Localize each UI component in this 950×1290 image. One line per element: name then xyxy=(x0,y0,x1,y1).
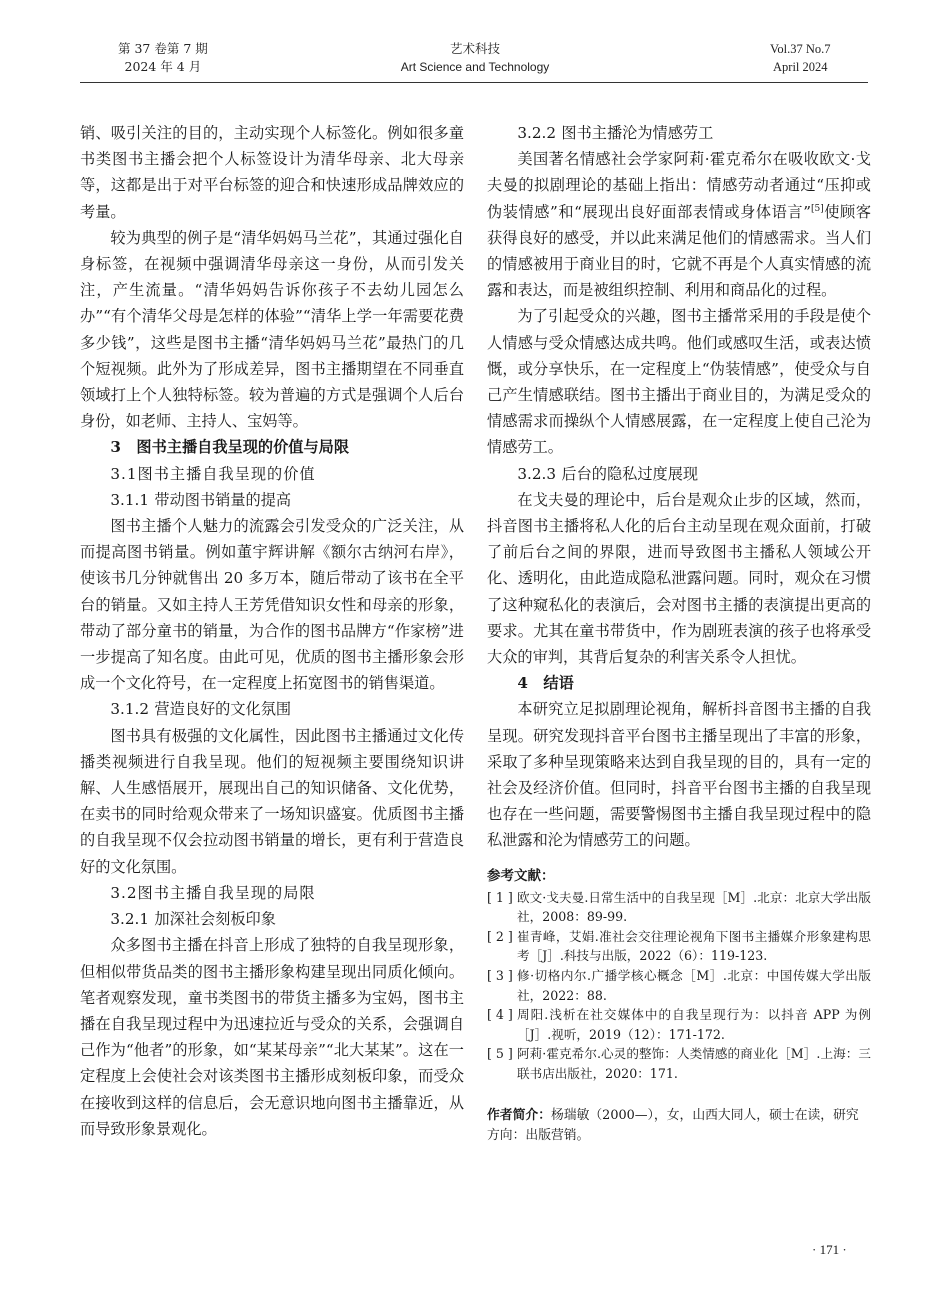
citation: [5] xyxy=(810,203,824,214)
author-bio-label: 作者简介： xyxy=(487,1107,551,1123)
section-heading-3-1-2 xyxy=(80,696,464,722)
paragraph-text: 美国著名情感社会学家阿莉·霍克希尔在吸收欧文·戈夫曼的拟剧理论的基础上指出：情感劳动者通过“压抑或伪装情感”和“展现出良好面部表情或身体语言” xyxy=(487,150,871,221)
section-number: 3.2 xyxy=(110,883,138,902)
left-column xyxy=(80,120,464,1142)
section-title: 图书主播自我呈现的价值 xyxy=(137,464,316,483)
section-heading-3-2-1 xyxy=(80,906,464,932)
section-title: 带动图书销量的提高 xyxy=(154,490,292,509)
section-title: 图书主播沦为情感劳工 xyxy=(561,124,714,142)
section-title: 后台的隐私过度展现 xyxy=(561,464,699,483)
reference-text: 崔青峰，艾娟.准社会交往理论视角下图书主播媒介形象建构思考［J］.科技与出版，2022（6）：119-123. xyxy=(517,928,871,964)
reference-number: [ 2 ] xyxy=(487,928,513,944)
paragraph: 图书具有极强的文化属性，因此图书主播通过文化传播类视频进行自我呈现。他们的短视频主要围绕知识讲解、人生感悟展开，展现出自己的知识储备、文化优势，在卖书的同时给观众带来了一场知识盛宴。优质图书主播的自我呈现不仅会拉动图书销量的增长，更有利于营造良好的文化氛围。 xyxy=(80,726,464,876)
journal-volume-en xyxy=(770,40,831,76)
section-heading-3-1-1 xyxy=(80,487,464,513)
reference-item xyxy=(487,1005,871,1044)
reference-text: 阿莉·霍克希尔.心灵的整饰：人类情感的商业化［M］.上海：三联书店出版社，2020：171. xyxy=(517,1046,871,1082)
volume-issue: 第 37 卷第 7 期 xyxy=(118,41,208,56)
reference-item xyxy=(487,888,871,927)
paragraph: 图书主播个人魅力的流露会引发受众的广泛关注，从而提高图书销量。例如董宇辉讲解《额尔古纳河右岸》，使该书几分钟就售出 20 多万本，随后带动了该书在全平台的销量。又如主持人王芳凭借知识女性和母亲的形象，带动了部分童书的销量，为合作的图书品牌方“作家榜”进一步提高了知名度。由此可见，优质的图书主播形象会形成一个文化符号，在一定程度上拓宽图书的销售渠道。 xyxy=(80,517,464,693)
section-heading-3-2-3 xyxy=(487,461,871,487)
paragraph: 较为典型的例子是“清华妈妈马兰花”，其通过强化自身标签，在视频中强调清华母亲这一身份，从而引发关注，产生流量。“清华妈妈告诉你孩子不去幼儿园怎么办”“有个清华父母是怎样的体验”“清华上学一年需要花费多少钱”，这些是图书主播“清华妈妈马兰花”最热门的几个短视频。此外为了形成差异，图书主播期望在不同垂直领域打上个人独特标签。较为普遍的方式是强调个人后台身份，如老师、主持人、宝妈等。 xyxy=(80,228,464,431)
author-bio-text: 杨瑞敏（2000—），女，山西大同人，硕士在读，研究方向：出版营销。 xyxy=(487,1107,859,1143)
section-number: 3.2.2 xyxy=(517,124,557,142)
references-list xyxy=(487,888,871,1084)
paragraph: 在戈夫曼的理论中，后台是观众止步的区域，然而，抖音图书主播将私人化的后台主动呈现在观众面前，打破了前后台之间的界限，进而导致图书主播私人领域公开化、透明化，由此造成隐私泄露问题。同时，观众在习惯了这种窥私化的表演后，会对图书主播的表演提出更高的要求。尤其在童书带货中，作为剧班表演的孩子也将承受大众的审判，其背后复杂的利害关系令人担忧。 xyxy=(487,490,871,667)
section-title: 营造良好的文化氛围 xyxy=(154,700,292,719)
reference-number: [ 4 ] xyxy=(487,1007,513,1023)
section-number: 3.1.2 xyxy=(110,700,150,719)
reference-text: 修·切格内尔.广播学核心概念［M］.北京：中国传媒大学出版社，2022：88. xyxy=(517,968,871,1003)
paragraph: 为了引起受众的兴趣，图书主播常采用的手段是使个人情感与受众情感达成共鸣。他们或感叹生活，或表达愤慨，或分享快乐，在一定程度上“伪装情感”，使受众与自己产生情感联结。图书主播出于商业目的，为满足受众的情感需求而操纵个人情感展露，在一定程度上使自己沦为情感劳工。 xyxy=(487,307,871,457)
volume-number-en: Vol.37 No.7 xyxy=(770,42,831,56)
section-title: 图书主播自我呈现的局限 xyxy=(137,883,316,902)
paragraph-text: 使顾客获得良好的感受，并以此来满足他们的情感需求。当人们的情感被用于商业目的时，它就不再是个人真实情感的流露和表达，而是被组织控制、利用和商品化的过程。 xyxy=(487,202,872,300)
reference-item xyxy=(487,927,871,966)
section-heading-3-1 xyxy=(80,461,464,487)
reference-item xyxy=(487,1044,871,1083)
paragraph: 本研究立足拟剧理论视角，解析抖音图书主播的自我呈现。研究发现抖音平台图书主播呈现出了丰富的形象，采取了多种呈现策略来达到自我呈现的目的，具有一定的社会及经济价值。但同时，抖音平台图书主播的自我呈现也存在一些问题，需要警惕图书主播自我呈现过程中的隐私泄露和沦为情感劳工的问题。 xyxy=(487,700,871,850)
section-number: 3 xyxy=(110,438,121,457)
section-number: 3.2.1 xyxy=(110,910,150,929)
reference-text: 周阳.浅析在社交媒体中的自我呈现行为：以抖音 APP 为例［J］.视听，2019（12）：171-172. xyxy=(517,1007,871,1042)
reference-text: 欧文·戈夫曼.日常生活中的自我呈现［M］.北京：北京大学出版社，2008：89-99. xyxy=(517,889,871,925)
section-heading-4 xyxy=(487,670,871,696)
section-heading-3-2-2 xyxy=(487,120,871,146)
section-title: 结语 xyxy=(543,674,574,693)
section-number: 4 xyxy=(517,674,528,693)
paragraph: 销、吸引关注的目的，主动实现个人标签化。例如很多童书类图书主播会把个人标签设计为清华母亲、北大母亲等，这都是出于对平台标签的迎合和快速形成品牌效应的考量。 xyxy=(80,124,464,221)
page-number: · 171 · xyxy=(812,1242,847,1257)
header-divider xyxy=(80,82,868,83)
section-number: 3.1.1 xyxy=(110,490,150,509)
reference-number: [ 1 ] xyxy=(487,889,513,905)
section-title: 加深社会刻板印象 xyxy=(154,910,276,929)
journal-title-en: Art Science and Technology xyxy=(400,60,550,74)
reference-number: [ 5 ] xyxy=(487,1046,513,1062)
right-column xyxy=(487,120,871,1146)
reference-item xyxy=(487,966,871,1005)
references-heading: 参考文献： xyxy=(487,867,555,884)
section-heading-3 xyxy=(80,434,464,460)
paragraph: 众多图书主播在抖音上形成了独特的自我呈现形象，但相似带货品类的图书主播形象构建呈现出同质化倾向。笔者观察发现，童书类图书的带货主播多为宝妈，图书主播在自我呈现过程中为迅速拉近与受众的关系，会强调自己作为“他者”的形象，如“某某母亲”“北大某某”。这在一定程度上会使社会对该类图书主播形成刻板印象，而受众在接收到这样的信息后，会无意识地向图书主播靠近，从而导致形象景观化。 xyxy=(80,936,464,1138)
issue-date: 2024 年 4 月 xyxy=(124,59,202,74)
section-number: 3.1 xyxy=(110,464,138,483)
paragraph xyxy=(487,146,871,303)
journal-title-cn: 艺术科技 xyxy=(449,41,500,56)
section-number: 3.2.3 xyxy=(517,464,557,483)
section-title: 图书主播自我呈现的价值与局限 xyxy=(136,438,350,457)
author-bio xyxy=(487,1106,871,1146)
issue-date-en: April 2024 xyxy=(773,60,828,74)
reference-number: [ 3 ] xyxy=(487,968,513,984)
section-heading-3-2 xyxy=(80,880,464,906)
